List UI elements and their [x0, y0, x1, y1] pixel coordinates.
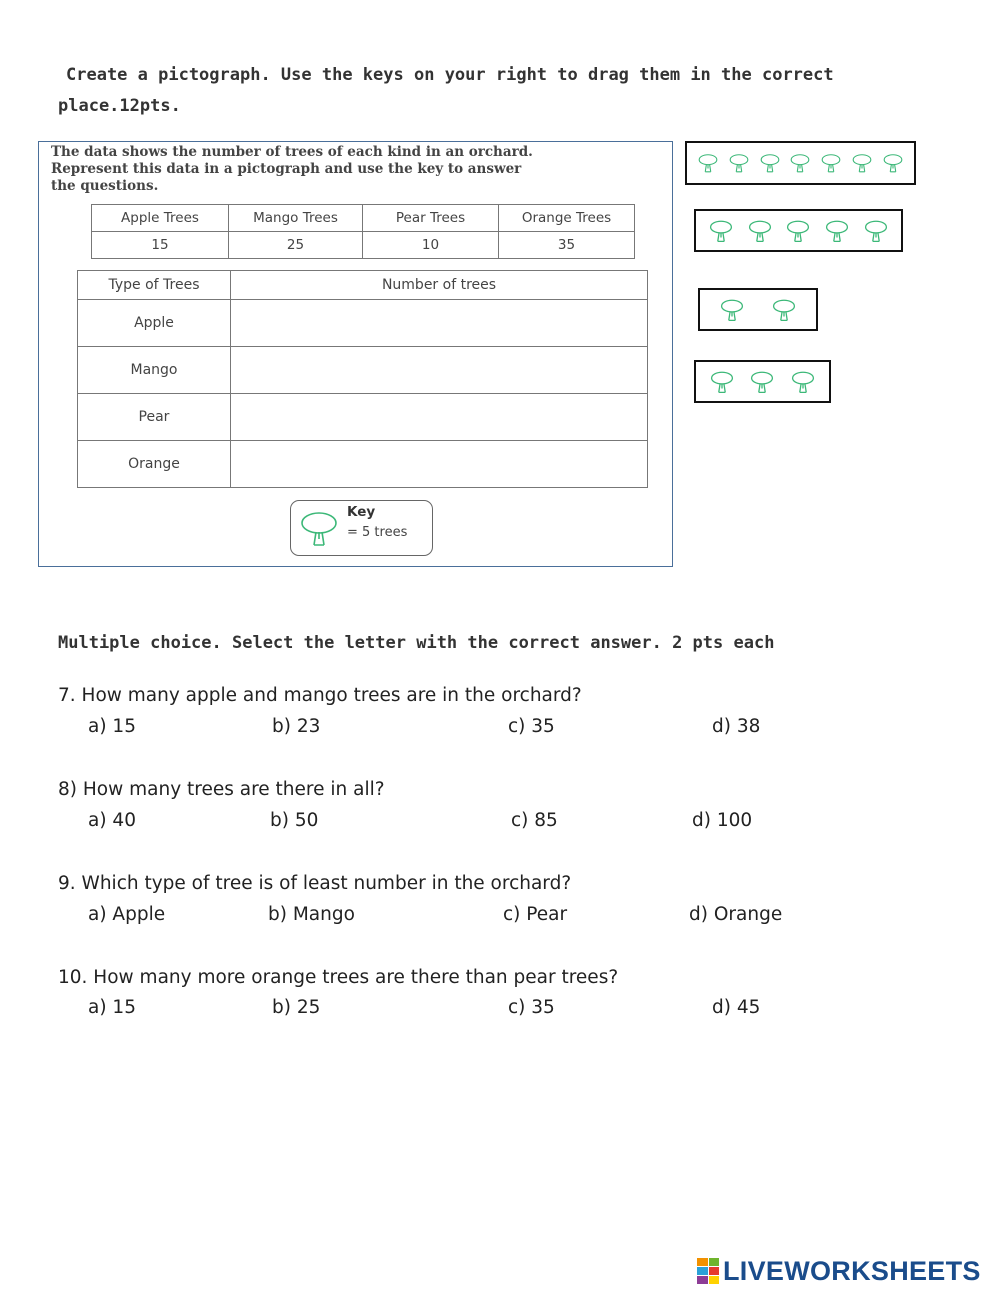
drag-tile-7-trees[interactable]: [685, 141, 916, 185]
tree-icon: [820, 152, 842, 174]
tree-icon: [785, 218, 811, 244]
instructions-line-1: Create a pictograph. Use the keys on your right to drag them in the correct: [66, 65, 834, 85]
drag-tile-5-trees[interactable]: [694, 209, 903, 252]
pictograph-label-mango: Mango: [78, 347, 231, 394]
pictograph-key: [290, 500, 433, 556]
question-8: 8) How many trees are there in all?: [58, 779, 385, 800]
panel-intro-line-1: The data shows the number of trees of each kind in an orchard.: [51, 144, 533, 160]
question-7: 7. How many apple and mango trees are in the orchard?: [58, 685, 582, 706]
q7-option-d[interactable]: d) 38: [712, 716, 761, 737]
pictograph-row-pear: [78, 394, 648, 441]
panel-intro-line-3: the questions.: [51, 178, 159, 194]
drop-zone-mango[interactable]: [231, 347, 648, 394]
data-value-pear: 10: [363, 232, 499, 259]
q9-option-d[interactable]: d) Orange: [689, 904, 783, 925]
drag-tile-3-trees[interactable]: [694, 360, 831, 403]
q9-option-c[interactable]: c) Pear: [503, 904, 568, 925]
instructions: [58, 60, 858, 122]
data-table-value-row: [92, 232, 635, 259]
key-title: Key: [347, 504, 376, 520]
tree-icon: [882, 152, 904, 174]
key-value: = 5 trees: [347, 525, 408, 540]
data-header-orange: Orange Trees: [499, 205, 635, 232]
pictograph-label-orange: Orange: [78, 441, 231, 488]
tree-icon: [771, 297, 797, 323]
drop-zone-apple[interactable]: [231, 300, 648, 347]
data-header-apple: Apple Trees: [92, 205, 229, 232]
pictograph-col-type: Type of Trees: [78, 271, 231, 300]
multiple-choice-title: Multiple choice. Select the letter with the correct answer. 2 pts each: [58, 633, 775, 653]
liveworksheets-logo-icon: [697, 1258, 719, 1284]
data-value-orange: 35: [499, 232, 635, 259]
q7-option-c[interactable]: c) 35: [508, 716, 555, 737]
q9-option-b[interactable]: b) Mango: [268, 904, 355, 925]
pictograph-row-apple: [78, 300, 648, 347]
pictograph-col-number: Number of trees: [231, 271, 648, 300]
q8-option-b[interactable]: b) 50: [270, 810, 319, 831]
pictograph-panel: [38, 141, 673, 567]
tree-icon: [728, 152, 750, 174]
tree-icon: [749, 369, 775, 395]
panel-intro-line-2: Represent this data in a pictograph and use the key to answer: [51, 161, 522, 177]
pictograph-row-mango: [78, 347, 648, 394]
drop-zone-orange[interactable]: [231, 441, 648, 488]
q7-option-b[interactable]: b) 23: [272, 716, 321, 737]
pictograph-label-apple: Apple: [78, 300, 231, 347]
q8-option-a[interactable]: a) 40: [88, 810, 136, 831]
q9-option-a[interactable]: a) Apple: [88, 904, 166, 925]
tree-icon: [747, 218, 773, 244]
q8-option-c[interactable]: c) 85: [511, 810, 558, 831]
tree-icon: [759, 152, 781, 174]
tree-icon: [697, 152, 719, 174]
pictograph-header-row: [78, 271, 648, 300]
tree-icon: [790, 369, 816, 395]
q10-option-b[interactable]: b) 25: [272, 997, 321, 1018]
pictograph-label-pear: Pear: [78, 394, 231, 441]
tree-icon: [299, 511, 339, 547]
data-value-apple: 15: [92, 232, 229, 259]
data-table-header-row: [92, 205, 635, 232]
tree-icon: [851, 152, 873, 174]
tree-icon: [719, 297, 745, 323]
data-header-mango: Mango Trees: [229, 205, 363, 232]
pictograph-row-orange: [78, 441, 648, 488]
instructions-line-2: place.12pts.: [58, 96, 181, 116]
tree-icon: [709, 369, 735, 395]
data-value-mango: 25: [229, 232, 363, 259]
tree-icon: [824, 218, 850, 244]
pictograph-table: [77, 270, 648, 488]
q10-option-a[interactable]: a) 15: [88, 997, 136, 1018]
q8-option-d[interactable]: d) 100: [692, 810, 753, 831]
data-table: [91, 204, 635, 259]
question-10: 10. How many more orange trees are there than pear trees?: [58, 967, 619, 988]
drag-tile-2-trees[interactable]: [698, 288, 818, 331]
q7-option-a[interactable]: a) 15: [88, 716, 136, 737]
liveworksheets-logo: [697, 1255, 981, 1287]
tree-icon: [789, 152, 811, 174]
tree-icon: [863, 218, 889, 244]
data-header-pear: Pear Trees: [363, 205, 499, 232]
liveworksheets-logo-text: LIVEWORKSHEETS: [723, 1255, 981, 1286]
panel-intro: [51, 144, 661, 195]
q10-option-c[interactable]: c) 35: [508, 997, 555, 1018]
question-9: 9. Which type of tree is of least number in the orchard?: [58, 873, 572, 894]
q10-option-d[interactable]: d) 45: [712, 997, 761, 1018]
drop-zone-pear[interactable]: [231, 394, 648, 441]
tree-icon: [708, 218, 734, 244]
